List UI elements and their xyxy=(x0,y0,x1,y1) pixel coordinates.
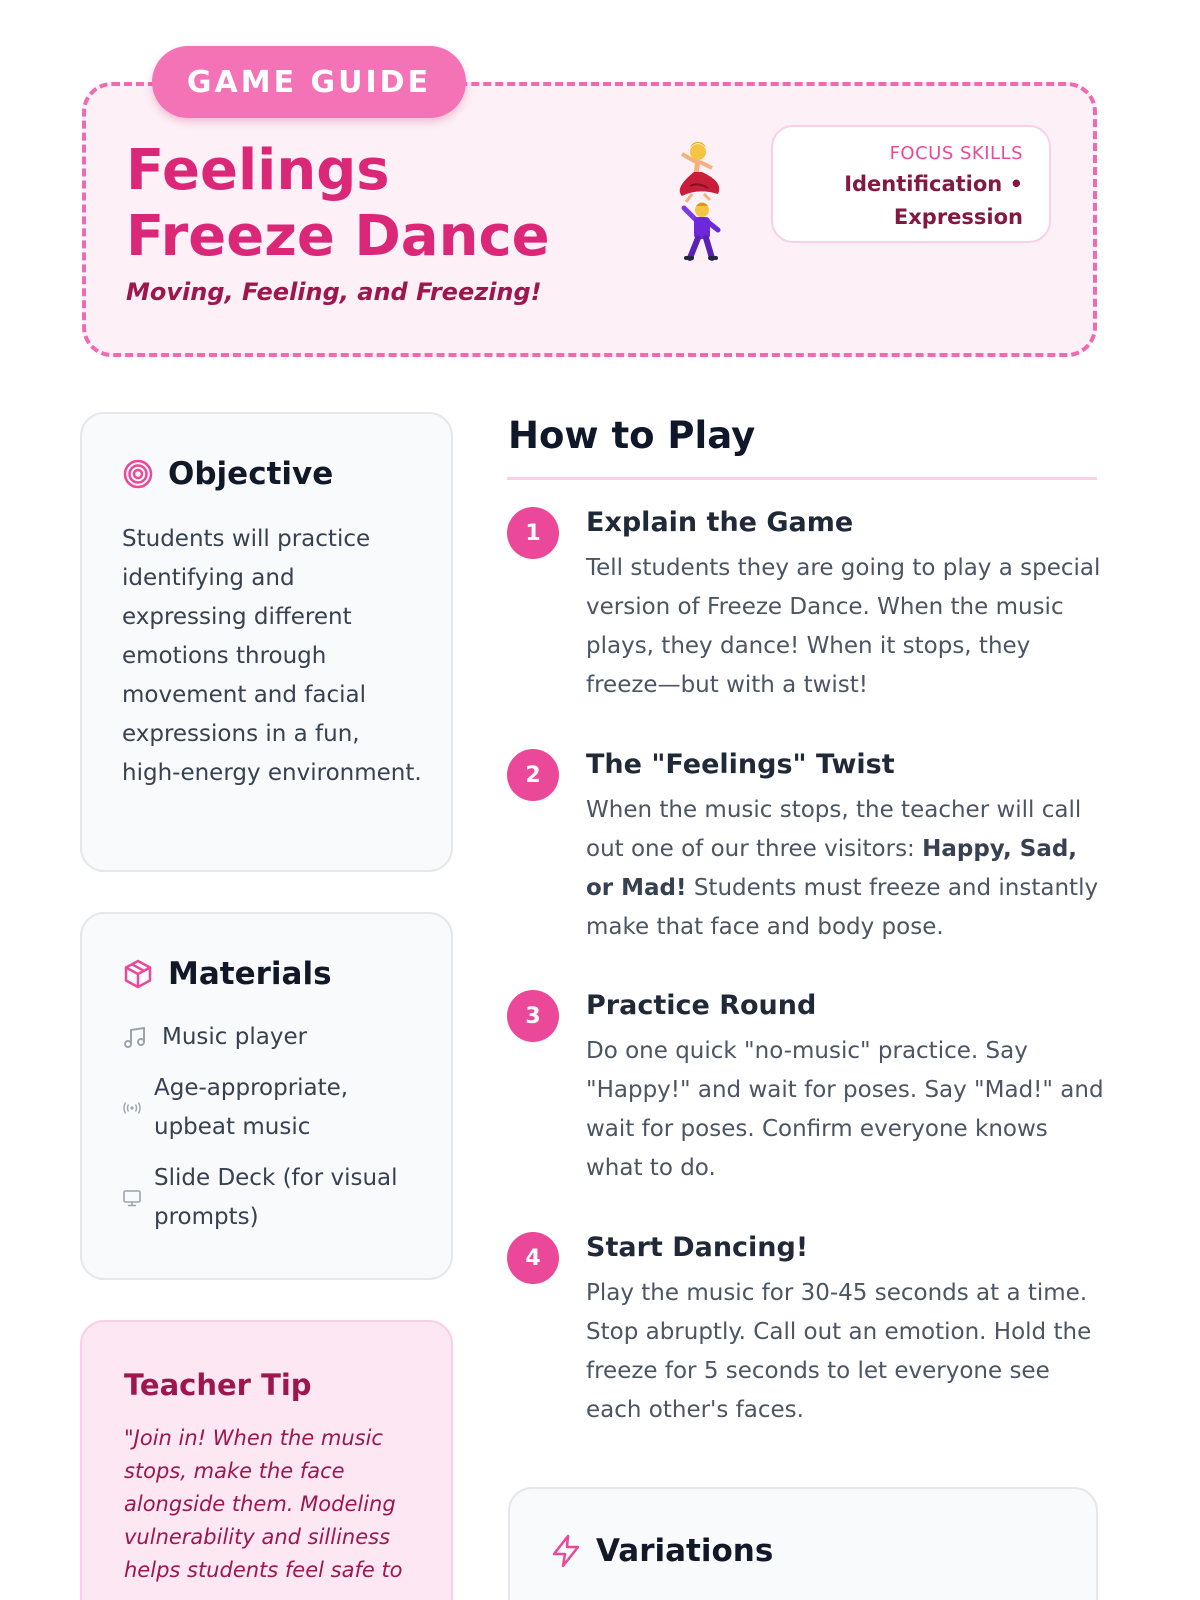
monitor-icon xyxy=(122,1189,154,1207)
step-text xyxy=(586,791,1106,947)
dancer-man-emoji-icon xyxy=(676,200,726,264)
game-guide-badge: GAME GUIDE xyxy=(152,46,466,118)
materials-card xyxy=(80,912,453,1280)
objective-heading-text: Objective xyxy=(168,456,334,492)
step-text-part: Students must freeze and instantly make that face and body pose. xyxy=(586,875,1099,940)
variations-card xyxy=(508,1487,1098,1600)
material-item-music-player xyxy=(122,1018,422,1057)
focus-skills-label: FOCUS SKILLS xyxy=(889,143,1023,164)
step-title: Practice Round xyxy=(586,990,817,1021)
page-title: Feelings Freeze Dance xyxy=(126,138,550,269)
focus-skill-identification: Identification • xyxy=(844,172,1023,196)
radio-waves-icon xyxy=(122,1101,154,1115)
teacher-tip-heading: Teacher Tip xyxy=(124,1368,312,1402)
step-text-part: When the music stops, the teacher will call out one of our three visitors: xyxy=(586,797,1082,862)
variations-heading xyxy=(550,1533,773,1569)
step-text: Tell students they are going to play a special version of Freeze Dance. When the music plays, they dance! When it stops, they freeze—but with a twist! xyxy=(586,555,1101,698)
teacher-tip-text: "Join in! When the music stops, make the face alongside them. Modeling vulnerability and silliness helps students feel safe to xyxy=(124,1426,403,1582)
materials-heading xyxy=(122,956,332,992)
step-number-badge: 3 xyxy=(507,990,559,1042)
box-icon xyxy=(122,958,154,990)
focus-skill-expression: Expression xyxy=(893,205,1023,229)
step-number-badge: 1 xyxy=(507,507,559,559)
step-text: Play the music for 30-45 seconds at a time. Stop abruptly. Call out an emotion. Hold the freeze for 5 seconds to let everyone see each other's faces. xyxy=(586,1280,1092,1423)
variations-heading-text: Variations xyxy=(596,1533,774,1569)
materials-list xyxy=(122,1018,422,1249)
objective-heading xyxy=(122,456,333,492)
objective-card xyxy=(80,412,453,872)
step-number-badge: 2 xyxy=(507,749,559,801)
page-subtitle: Moving, Feeling, and Freezing! xyxy=(126,278,542,306)
how-to-play-heading: How to Play xyxy=(508,414,756,457)
objective-text: Students will practice identifying and expressing different emotions through movement and facial expressions in a fun, high-energy environment. xyxy=(122,526,422,786)
teacher-tip-card xyxy=(80,1320,453,1600)
step-title: Start Dancing! xyxy=(586,1232,809,1263)
target-icon xyxy=(122,458,154,490)
lightning-icon xyxy=(550,1534,582,1568)
step-number-badge: 4 xyxy=(507,1232,559,1284)
material-item-slide-deck xyxy=(122,1159,422,1237)
materials-heading-text: Materials xyxy=(168,956,332,992)
focus-skills-box xyxy=(771,125,1051,243)
step-text: Do one quick "no-music" practice. Say "Happy!" and wait for poses. Say "Mad!" and wait for poses. Confirm everyone knows what to do. xyxy=(586,1038,1104,1181)
material-label: Music player xyxy=(162,1024,308,1050)
how-to-play-divider xyxy=(507,477,1097,480)
step-title: The "Feelings" Twist xyxy=(586,749,895,780)
material-label: Slide Deck (for visual prompts) xyxy=(154,1165,398,1230)
step-title: Explain the Game xyxy=(586,507,854,538)
step-text-emphasis: Happy, Sad, or Mad! xyxy=(586,836,1078,901)
music-note-icon xyxy=(122,1025,162,1051)
material-item-music xyxy=(122,1069,422,1147)
material-label: Age-appropriate, upbeat music xyxy=(154,1075,349,1140)
